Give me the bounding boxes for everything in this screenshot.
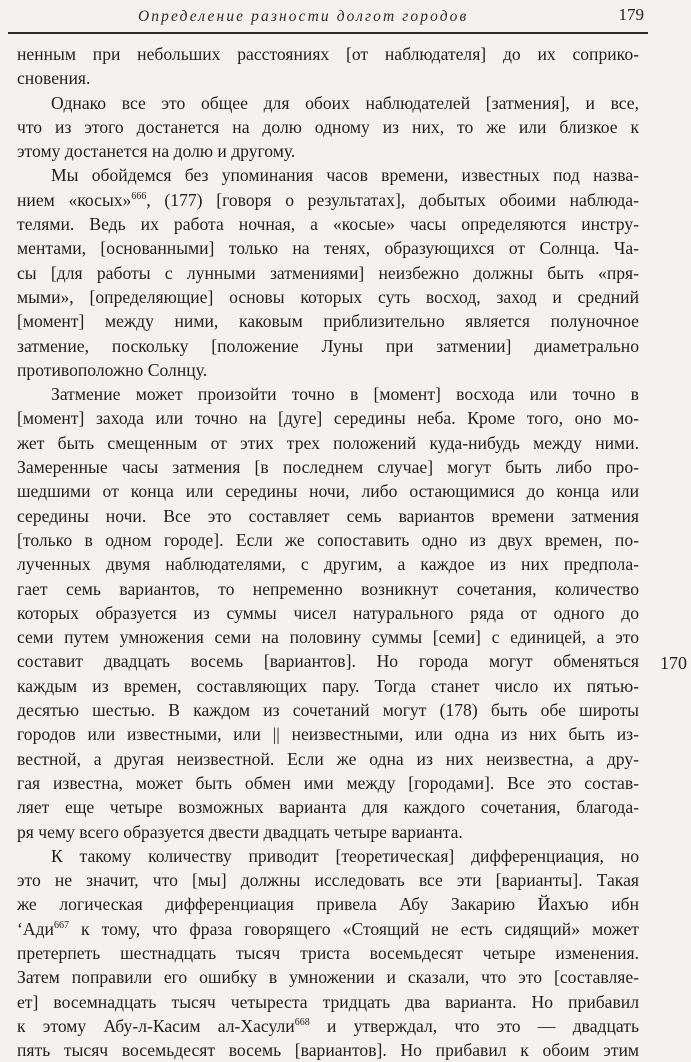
running-header: [8, 2, 648, 34]
text-line: ет] восемнадцать тысяч четыреста тридцать два варианта. Но прибавил: [17, 991, 639, 1012]
text-line: ментами, [основанными] только на тенях, образующихся от Солнца. Ча-: [17, 238, 639, 259]
text-line: шедшими от конца или середины ночи, либо остающимися до конца или: [17, 481, 639, 502]
page-number: 179: [618, 5, 644, 24]
text-line: ря чему всего образуется двести двадцать четыре варианта.: [17, 821, 463, 842]
text-line: ненным при небольших расстояниях [от наблюдателя] до их соприко-: [17, 44, 639, 64]
text-line: это не значит, что [мы] должны исследовать все эти [варианты]. Такая: [17, 870, 639, 891]
text-line: Затмение может произойти точно в [момент] восхода или точно в: [51, 384, 639, 405]
text-line: сы [для работы с лунными затмениями] неизбежно должны быть «пря-: [17, 262, 639, 283]
text-line: семи путем умножения семи на половину суммы [семи] с единицей, а это: [17, 627, 639, 648]
text-line: претерпеть шестнадцать тысяч триста восемьдесят четыре изменения.: [17, 942, 639, 963]
text-line: гая известна, может быть обмен ими между [городами]. Все это состав-: [17, 772, 639, 793]
text-line: же логическая дифференциация привела Абу Закарию Йахъю ибн: [17, 894, 639, 915]
body-text: [17, 42, 639, 1062]
text-line: [момент] между ними, каковым приблизительно является полуночное: [17, 311, 639, 332]
text-fragment: и утверждал, что это — двадцать: [309, 1015, 639, 1036]
text-line: лученных двумя наблюдателями, с другим, а каждое из них предпола-: [17, 554, 639, 575]
text-line: К такому количеству приводит [теоретическая] дифференциация, но: [51, 845, 639, 866]
text-line: противоположно Солнцу.: [17, 359, 208, 380]
text-line: этому достанется на долю и другому.: [17, 141, 296, 162]
running-title: Определение разности долгот городов: [138, 8, 469, 25]
text-line: [момент] захода или точно на [дуге] середины неба. Кроме того, оно мо-: [17, 408, 639, 429]
text-fragment: ‘Ади: [17, 918, 54, 939]
text-line: [17, 1014, 639, 1038]
text-line: [только в одном городе]. Если же сопоставить одно из двух времен, по-: [17, 529, 639, 550]
text-line: десятью шестью. В каждом из сочетаний могут (178) быть обе широты: [17, 700, 639, 721]
text-line: каждым из времен, составляющих пару. Тогда станет число их пятью-: [17, 675, 639, 696]
text-line: ляет еще четыре возможных варианта для каждого сочетания, благода-: [17, 797, 639, 818]
text-line: что из этого достанется на долю одному из них, то же или близкое к: [17, 116, 639, 137]
text-line: гает семь вариантов, то непременно возникнут сочетания, количество: [17, 578, 639, 599]
text-line: Затем поправили его ошибку в умножении и сказали, что это [составляе-: [17, 967, 639, 988]
text-line: составит двадцать восемь [вариантов]. Но города могут обменяться: [17, 651, 639, 672]
text-line: [17, 917, 639, 941]
text-line: жет быть смещенным от этих трех положений куда-нибудь между ними.: [17, 432, 639, 453]
text-line: телями. Ведь их работа ночная, а «косые» часы определяются инстру-: [17, 214, 639, 235]
text-line: сновения.: [17, 68, 91, 89]
footnote-reference[interactable]: 667: [53, 919, 69, 931]
text-line: [17, 188, 639, 212]
text-line: мыми», [определяющие] основы которых суть восход, заход и средний: [17, 286, 639, 307]
text-line: середины ночи. Все это составляет семь вариантов времени затмения: [17, 505, 639, 526]
text-line: Замеренные часы затмения [в последнем случае] могут быть либо про-: [17, 457, 639, 478]
text-fragment: к тому, что фраза говорящего «Стоящий не есть сидящий» может: [68, 918, 639, 939]
text-line: городов или известными, или || неизвестными, или одна из них быть из-: [17, 724, 639, 745]
text-line: вестной, а другая неизвестной. Если же одна из них неизвестна, а дру-: [17, 748, 639, 769]
text-line: которых образуется из суммы чисел натурального ряда от одного до: [17, 602, 639, 623]
text-line: затмение, поскольку [положение Луны при затмении] диаметрально: [17, 335, 639, 356]
footnote-reference[interactable]: 666: [131, 190, 147, 202]
text-line: Мы обойдемся без упоминания часов времени, известных под назва-: [51, 165, 639, 186]
text-line: пять тысяч восемьдесят восемь [вариантов]. Но прибавил к обоим этим: [17, 1040, 639, 1061]
text-fragment: нием «косых»: [17, 189, 132, 210]
text-fragment: к этому Абу-л-Касим ал-Хасули: [17, 1015, 295, 1036]
margin-page-reference: 170: [660, 653, 687, 673]
text-line: Однако все это общее для обоих наблюдателей [затмения], и все,: [51, 92, 639, 113]
text-fragment: , (177) [говоря о результатах], добытых обоими наблюда-: [146, 189, 639, 210]
footnote-reference[interactable]: 668: [294, 1016, 310, 1028]
